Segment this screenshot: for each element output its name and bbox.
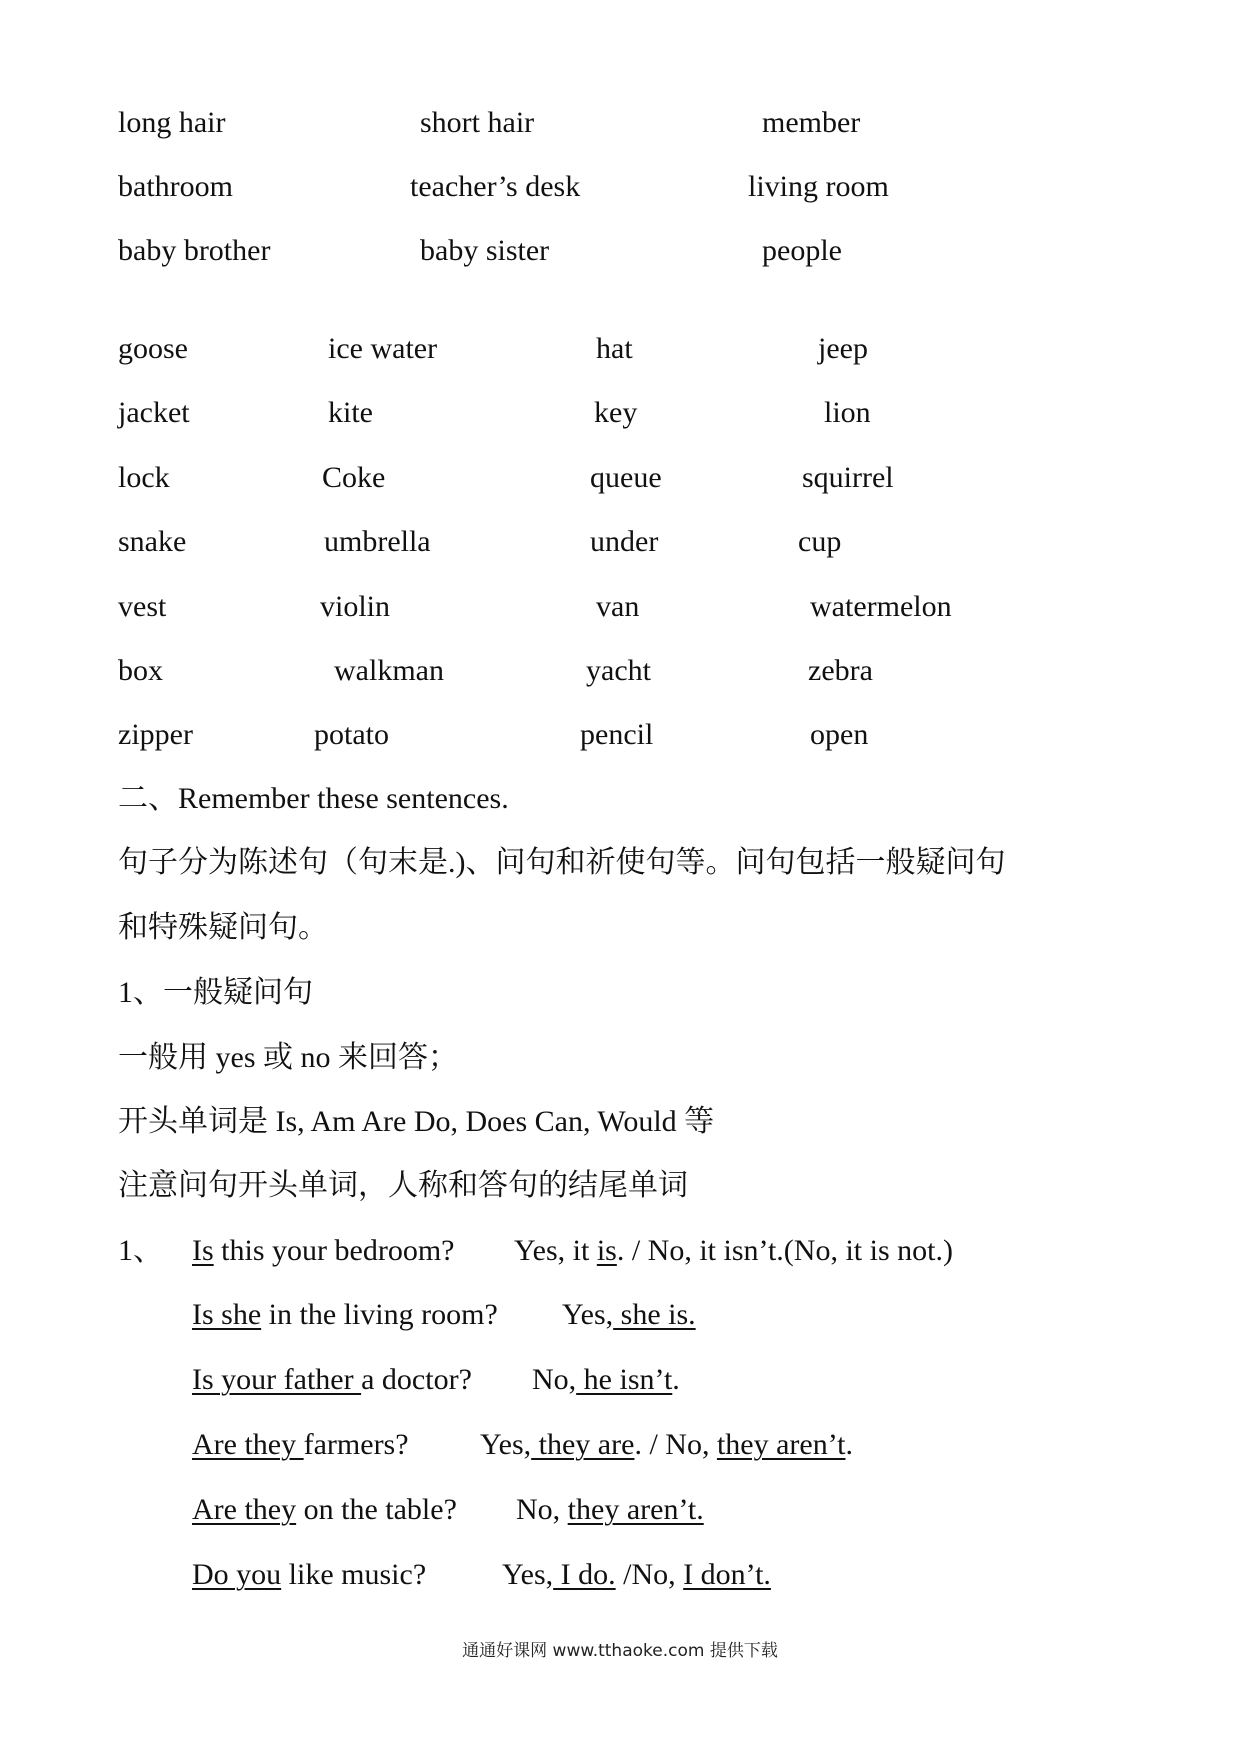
- answer-keyword: I don’t.: [683, 1558, 771, 1591]
- intro-line: 句子分为陈述句（句末是.)、问句和祈使句等。问句包括一般疑问句: [118, 846, 1006, 879]
- example-answer: [562, 1300, 696, 1330]
- example-question: [192, 1495, 457, 1525]
- vocab-word: living room: [748, 170, 889, 203]
- question-text: on the table?: [296, 1493, 457, 1526]
- vocab-word: van: [596, 590, 640, 623]
- answer-text: Yes,: [502, 1558, 554, 1591]
- vocab-word: short hair: [420, 106, 535, 139]
- question-text: in the living room?: [261, 1298, 498, 1331]
- question-keyword: Is she: [192, 1298, 262, 1331]
- example-answer: [502, 1560, 771, 1590]
- answer-text: Yes,: [562, 1298, 614, 1331]
- vocab-word: hat: [596, 332, 633, 365]
- answer-text: Yes, it: [514, 1234, 597, 1267]
- intro-line: 和特殊疑问句。: [118, 911, 328, 944]
- vocab-word: baby brother: [118, 234, 271, 267]
- example-answer: [514, 1236, 953, 1266]
- answer-keyword: he isn’t: [576, 1363, 673, 1396]
- example-answer: [532, 1365, 680, 1395]
- vocab-word: kite: [328, 396, 373, 429]
- vocab-word: zebra: [808, 654, 873, 687]
- page-footer: 通通好课网 www.tthaoke.com 提供下载: [462, 1641, 778, 1661]
- note-line: 注意问句开头单词，人称和答句的结尾单词: [118, 1169, 688, 1202]
- vocab-word: long hair: [118, 106, 226, 139]
- vocab-word: ice water: [328, 332, 438, 365]
- answer-text: No,: [532, 1363, 577, 1396]
- question-keyword: Do you: [192, 1558, 282, 1591]
- answer-keyword: they aren’t: [716, 1428, 846, 1461]
- vocab-word: queue: [590, 461, 662, 494]
- vocab-word: squirrel: [802, 461, 894, 494]
- question-keyword: Is: [192, 1234, 214, 1267]
- section-heading: 二、Remember these sentences.: [118, 782, 509, 815]
- vocab-word: zipper: [118, 718, 193, 751]
- note-line: 开头单词是 Is, Am Are Do, Does Can, Would 等: [118, 1105, 715, 1138]
- answer-text: Yes,: [480, 1428, 532, 1461]
- vocab-word: violin: [320, 590, 391, 623]
- vocab-word: Coke: [322, 461, 386, 494]
- note-line: 一般用 yes 或 no 来回答；: [118, 1041, 458, 1074]
- vocab-word: member: [762, 106, 861, 139]
- answer-keyword: she is.: [613, 1298, 696, 1331]
- vocab-word: vest: [118, 590, 167, 623]
- vocab-word: watermelon: [810, 590, 952, 623]
- answer-text: . / No, it isn’t.(No, it is not.): [616, 1234, 953, 1267]
- question-keyword: Are they: [192, 1428, 304, 1461]
- answer-keyword: they are: [531, 1428, 635, 1461]
- vocab-word: walkman: [334, 654, 444, 687]
- question-keyword: Is your father: [192, 1363, 362, 1396]
- vocab-word: key: [594, 396, 638, 429]
- answer-keyword: I do.: [553, 1558, 616, 1591]
- answer-text: .: [845, 1428, 853, 1461]
- answer-text: /No,: [615, 1558, 684, 1591]
- vocab-word: goose: [118, 332, 188, 365]
- question-keyword: Are they: [192, 1493, 297, 1526]
- vocab-word: bathroom: [118, 170, 233, 203]
- answer-text: .: [672, 1363, 680, 1396]
- example-question: [192, 1365, 472, 1395]
- question-text: farmers?: [303, 1428, 409, 1461]
- vocab-word: snake: [118, 525, 187, 558]
- example-question: [192, 1236, 454, 1266]
- example-question: [192, 1430, 409, 1460]
- vocab-word: lion: [824, 396, 871, 429]
- example-question: [192, 1300, 498, 1330]
- vocab-word: teacher’s desk: [410, 170, 581, 203]
- vocab-word: yacht: [586, 654, 651, 687]
- vocab-word: jacket: [118, 396, 190, 429]
- vocab-word: people: [762, 234, 842, 267]
- vocab-word: baby sister: [420, 234, 550, 267]
- vocab-word: under: [590, 525, 659, 558]
- answer-text: . / No,: [634, 1428, 717, 1461]
- vocab-word: box: [118, 654, 163, 687]
- example-answer: [480, 1430, 853, 1460]
- vocab-word: potato: [314, 718, 389, 751]
- example-answer: [516, 1495, 704, 1525]
- vocab-word: lock: [118, 461, 170, 494]
- vocab-word: umbrella: [324, 525, 431, 558]
- question-text: like music?: [281, 1558, 427, 1591]
- answer-text: No,: [516, 1493, 568, 1526]
- example-question: [192, 1560, 426, 1590]
- vocab-word: cup: [798, 525, 842, 558]
- vocab-word: open: [810, 718, 869, 751]
- vocab-word: jeep: [818, 332, 868, 365]
- subheading: 1、一般疑问句: [118, 976, 313, 1009]
- vocab-word: pencil: [580, 718, 654, 751]
- answer-keyword: is: [596, 1234, 617, 1267]
- question-text: this your bedroom?: [213, 1234, 455, 1267]
- question-text: a doctor?: [361, 1363, 472, 1396]
- answer-keyword: they aren’t.: [567, 1493, 704, 1526]
- example-number: 1、: [118, 1234, 163, 1267]
